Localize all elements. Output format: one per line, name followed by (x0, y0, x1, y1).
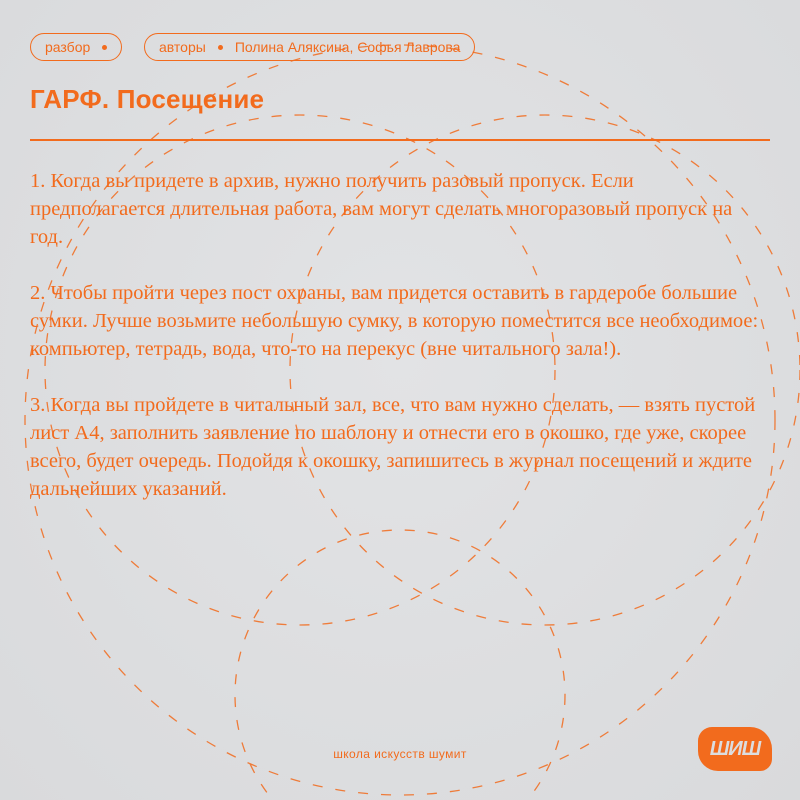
footer-caption: школа искусств шумит (333, 747, 467, 761)
title-divider (30, 139, 770, 141)
authors-label: авторы (159, 39, 206, 55)
paragraph-1: 1. Когда вы придете в архив, нужно получить разовый пропуск. Если предполагается длительная работа, вам могут сделать многоразовый пропуск на год. (30, 170, 733, 248)
category-label: разбор (45, 39, 91, 55)
dot-separator (102, 45, 107, 50)
category-pill (30, 33, 122, 61)
dot-separator (218, 45, 223, 50)
logo-text: ШИШ (709, 737, 761, 760)
article-body (30, 167, 770, 531)
page-title: ГАРФ. Посещение (30, 84, 265, 114)
paragraph-3: 3. Когда вы пройдете в читальный зал, все, что вам нужно сделать, — взять пустой лист А4, заполнить заявление по шаблону и отнести его в окошко, где уже, скорее всего, будет очередь. Подойдя к окошку, запишитесь в журнал посещений и ждите дальнейших указаний. (30, 394, 756, 500)
authors-names: Полина Аляксина, Софья Лаврова (234, 39, 461, 55)
brand-logo (698, 727, 772, 771)
paragraph-2: 2. Чтобы пройти через пост охраны, вам придется оставить в гардеробе большие сумки. Лучше возьмите небольшую сумку, в которую поместится все необходимое: компьютер, тетрадь, вода, что-то на перекус (вне читального зала!). (30, 282, 759, 360)
authors-pill (144, 33, 475, 61)
